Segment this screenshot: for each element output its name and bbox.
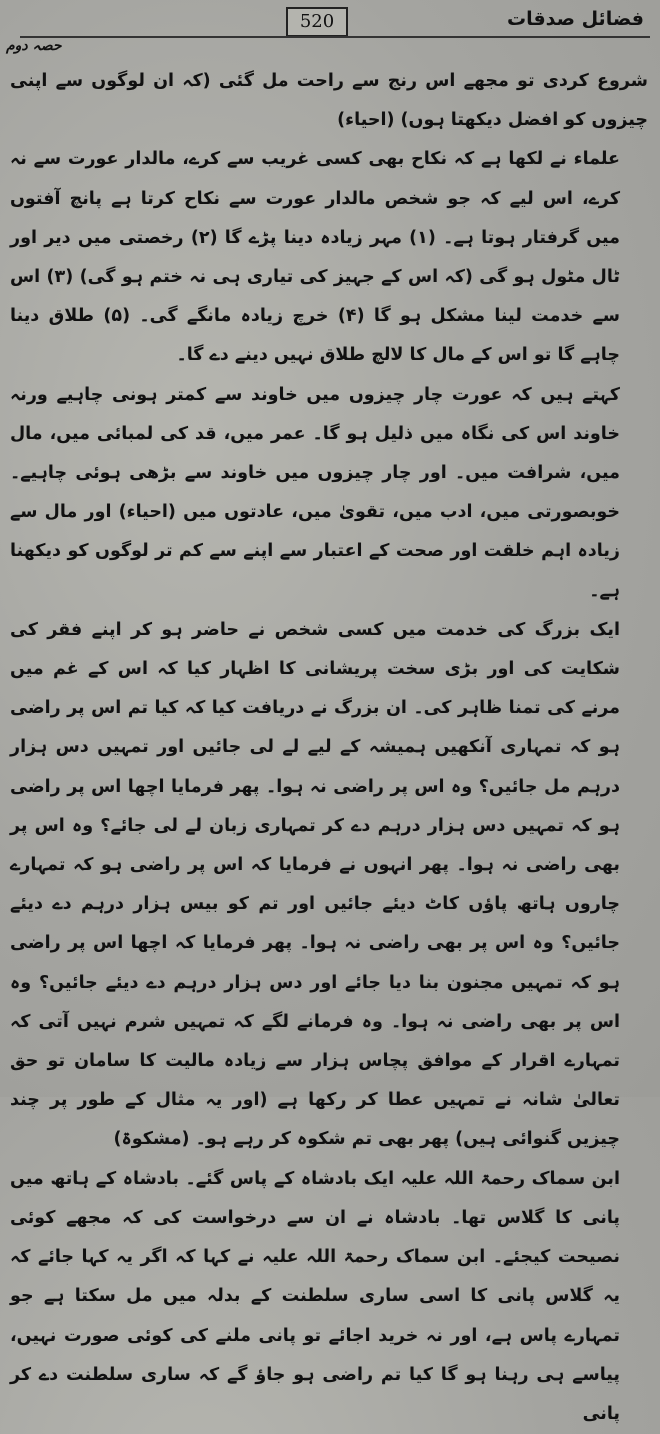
paragraph-2: علماء نے لکھا ہے کہ نکاح بھی کسی غریب سے کرے، مالدار عورت سے نہ کرے، اس لیے کہ جو شخص مالدار عورت سے نکاح کرتا ہے پانچ آفتوں میں گرفتار ہوتا ہے۔ (۱) مہر زیادہ دینا پڑے گا (۲) رخصتی میں دیر اور ٹال مٹول ہو گی (کہ اس کے جہیز کی تیاری ہی نہ ختم ہو گی) (۳) اس سے خدمت لینا مشکل ہو گا (۴) خرچ زیادہ مانگے گی۔ (۵) طلاق دینا چاہے گا تو اس کے مال کا لالچ طلاق نہیں دینے دے گا۔ xyxy=(10,149,620,366)
volume-label: حصہ دوم xyxy=(6,38,62,54)
header-rule xyxy=(20,36,650,38)
paragraph-5: ابن سماک رحمۃ اللہ علیہ ایک بادشاہ کے پاس گئے۔ بادشاہ کے ہاتھ میں پانی کا گلاس تھا۔ بادشاہ نے ان سے درخواست کی کہ مجھے کوئی نصیحت کیجئے۔ ابن سماک رحمۃ اللہ علیہ نے کہا کہ اگر یہ کہا جائے کہ یہ گلاس پانی کا اسی ساری سلطنت کے بدلہ میں مل سکتا ہے جو تمہارے پاس ہے، اور نہ خرید اجائے تو پانی ملنے کی کوئی صورت نہیں، پیاسے ہی رہنا ہو گا کیا تم راضی ہو جاؤ گے کہ ساری سلطنت دے کر پانی xyxy=(10,1168,620,1424)
book-title: فضائل صدقات xyxy=(506,8,644,30)
paragraph-3: کہتے ہیں کہ عورت چار چیزوں میں خاوند سے کمتر ہونی چاہیے ورنہ خاوند اس کی نگاہ میں ذلیل ہو گا۔ عمر میں، قد کی لمبائی میں، مال میں، شرافت میں۔ اور چار چیزوں میں خاوند سے بڑھی ہوئی چاہیے۔ خوبصورتی میں، ادب میں، تقویٰ میں، عادتوں میں (احیاء) اور مال سے زیادہ اہم خلقت اور صحت کے اعتبار سے اپنے سے کم تر لوگوں کو دیکھنا ہے۔ xyxy=(10,384,620,601)
body-text xyxy=(10,62,648,1424)
page-number: 520 xyxy=(286,7,348,37)
paragraph-1: شروع کردی تو مجھے اس رنج سے راحت مل گئی (کہ ان لوگوں سے اپنی چیزوں کو افضل دیکھتا ہوں) (احیاء) xyxy=(10,71,648,131)
page-header xyxy=(0,0,660,40)
paragraph-4: ایک بزرگ کی خدمت میں کسی شخص نے حاضر ہو کر اپنے فقر کی شکایت کی اور بڑی سخت پریشانی کا اظہار کیا کہ اس کے غم میں مرنے کی تمنا ظاہر کی۔ ان بزرگ نے دریافت کیا کہ کیا تم اس پر راضی ہو کہ تمہاری آنکھیں ہمیشہ کے لیے لے لی جائیں اور تمہیں دس ہزار درہم مل جائیں؟ وہ اس پر راضی نہ ہوا۔ پھر فرمایا اچھا اس پر راضی ہو کہ تمہیں دس ہزار درہم دے کر تمہاری زبان لے لی جائے؟ وہ اس پر بھی راضی نہ ہوا۔ پھر انہوں نے فرمایا کہ اس پر راضی ہو کہ تمہارے چاروں ہاتھ پاؤں کاٹ دیئے جائیں اور تم کو بیس ہزار درہم دے دیئے جائیں؟ وہ اس پر بھی راضی نہ ہوا۔ پھر فرمایا کہ اچھا اس پر راضی ہو کہ تمہیں مجنون بنا دیا جائے اور دس ہزار درہم دے دیئے جائیں؟ وہ اس پر بھی راضی نہ ہوا۔ وہ فرمانے لگے کہ تمہیں شرم نہیں آتی کہ تمہارے اقرار کے موافق پچاس ہزار سے زیادہ مالیت کا سامان تو حق تعالیٰ شانہ نے تمہیں عطا کر رکھا ہے (اور یہ مثال کے طور پر چند چیزیں گنوائی ہیں) پھر بھی تم شکوہ کر رہے ہو۔ (مشکوۃ) xyxy=(10,619,620,1150)
